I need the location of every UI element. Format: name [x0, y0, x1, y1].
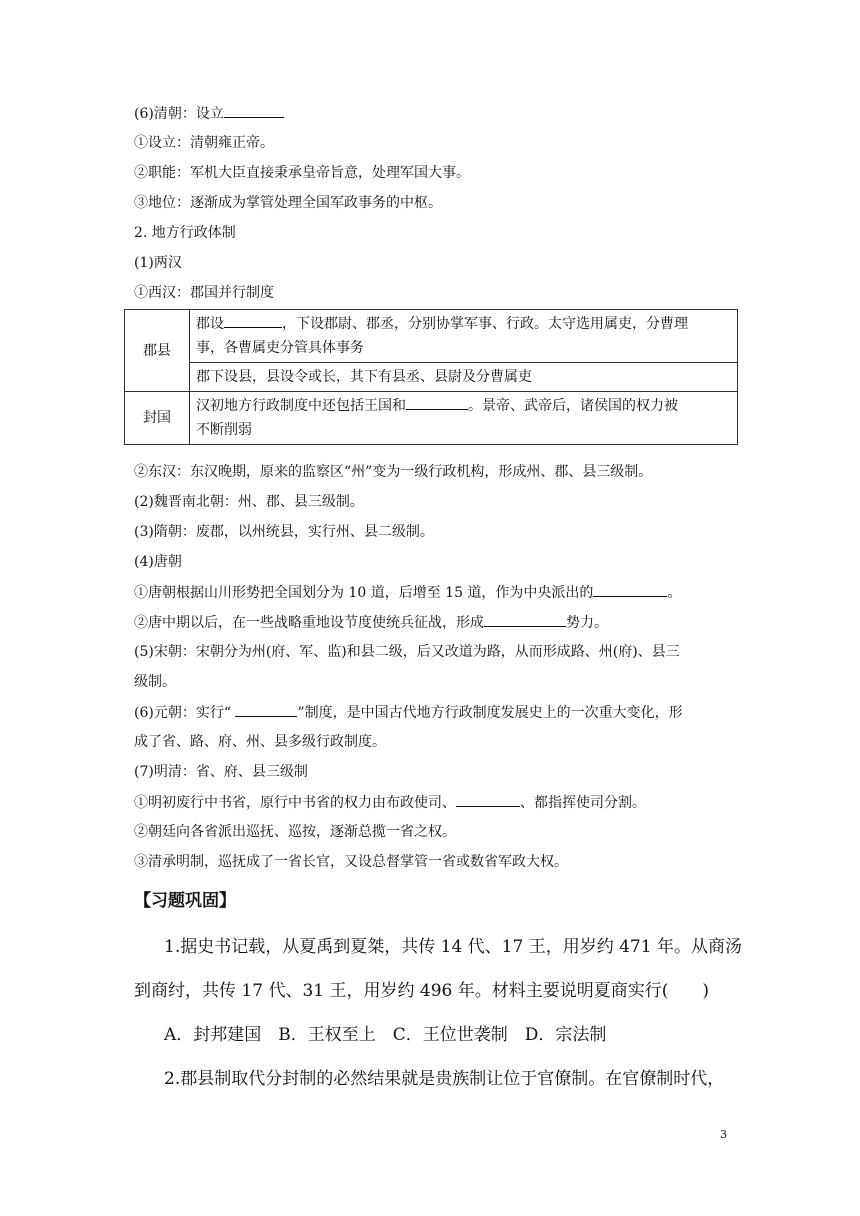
- question-text: 到商纣，共传 17 代、31 王，用岁约 496 年。材料主要说明夏商实行( ): [134, 981, 709, 1001]
- table-row: [125, 310, 738, 363]
- text-line: ②唐中期以后，在一些战略重地设节度使统兵征战，形成 势力。: [134, 612, 608, 633]
- text-line: (1)两汉: [134, 255, 182, 271]
- fill-blank: [235, 702, 297, 717]
- answer-options: A．封邦建国 B．王权至上 C．王位世袭制 D．宗法制: [164, 1025, 607, 1045]
- text-line: ①设立：清朝雍正帝。: [134, 135, 274, 151]
- fill-blank: [406, 395, 468, 410]
- text-line: (6)元朝：实行“ ”制度，是中国古代地方行政制度发展史上的一次重大变化，形: [134, 702, 683, 723]
- fill-blank: [224, 313, 282, 328]
- text-line: ②朝廷向各省派出巡抚、巡按，逐渐总揽一省之权。: [134, 824, 456, 840]
- fill-blank: [484, 612, 566, 627]
- section-heading: 2. 地方行政体制: [134, 225, 236, 241]
- fill-blank: [224, 103, 284, 118]
- text-line: ③地位：逐渐成为掌管处理全国军政事务的中枢。: [134, 195, 442, 211]
- table-header-cell: 郡县: [125, 310, 190, 392]
- text-line: (7)明清：省、府、县三级制: [134, 764, 308, 780]
- fill-blank: [593, 582, 667, 597]
- text-line: (4)唐朝: [134, 554, 182, 570]
- exercise-section-title: 【习题巩固】: [134, 891, 236, 911]
- text-line: ③清承明制，巡抚成了一省长官，又设总督掌管一省或数省军政大权。: [134, 854, 568, 870]
- text-line: (3)隋朝：废郡，以州统县，实行州、县二级制。: [134, 524, 434, 540]
- text-line: (6)清朝：设立: [134, 103, 284, 124]
- text-line: ①唐朝根据山川形势把全国划分为 10 道，后增至 15 道，作为中央派出的 。: [134, 582, 681, 603]
- text-line: 级制。: [134, 674, 176, 690]
- table-cell: 郡下设县，县设令或长，其下有县丞、县尉及分曹属吏: [190, 363, 738, 392]
- table-cell: 郡设 ，下设郡尉、郡丞，分别协掌军事、行政。太守选用属吏，分曹理 事，各曹属吏分管具体事务: [190, 310, 738, 363]
- text-line: 成了省、路、府、州、县多级行政制度。: [134, 734, 386, 750]
- table-cell: 汉初地方行政制度中还包括王国和 。景帝、武帝后，诸侯国的权力被 不断削弱: [190, 392, 738, 445]
- question-text: 2.郡县制取代分封制的必然结果就是贵族制让位于官僚制。在官僚制时代，: [164, 1069, 725, 1089]
- admin-table: [124, 309, 738, 445]
- table-row: [125, 392, 738, 445]
- text-line: ①西汉：郡国并行制度: [134, 285, 274, 301]
- text-line: ①明初废行中书省，原行中书省的权力由布政使司、 、都指挥使司分割。: [134, 792, 646, 813]
- text-line: (5)宋朝：宋朝分为州(府、军、监)和县二级，后又改道为路，从而形成路、州(府)、县三: [134, 644, 680, 660]
- question-text: 1.据史书记载，从夏禹到夏桀，共传 14 代、17 王，用岁约 471 年。从商汤: [164, 937, 742, 957]
- text-line: (2)魏晋南北朝：州、郡、县三级制。: [134, 494, 364, 510]
- page-number: 3: [720, 1128, 727, 1141]
- table-header-cell: 封国: [125, 392, 190, 445]
- table-row: [125, 363, 738, 392]
- text-line: ②职能：军机大臣直接秉承皇帝旨意，处理军国大事。: [134, 165, 470, 181]
- fill-blank: [456, 792, 520, 807]
- text-line: ②东汉：东汉晚期，原来的监察区“州”变为一级行政机构，形成州、郡、县三级制。: [134, 464, 653, 480]
